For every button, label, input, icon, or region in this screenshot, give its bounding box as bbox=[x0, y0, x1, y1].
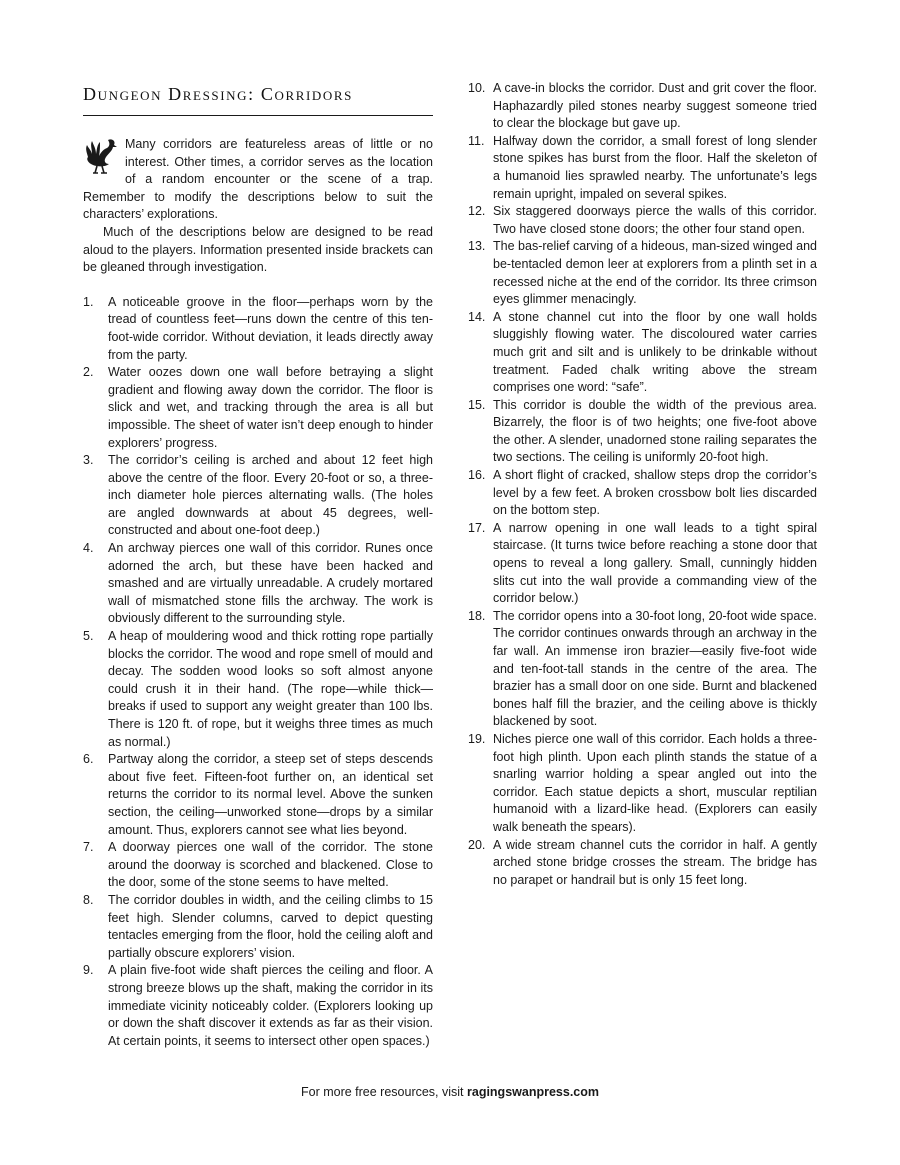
item-number: 15. bbox=[468, 397, 486, 412]
list-item bbox=[468, 608, 817, 731]
item-number: 16. bbox=[468, 468, 486, 483]
item-text: Six staggered doorways pierce the walls of this corridor. Two have closed stone doors; the other four stand open. bbox=[493, 204, 817, 236]
item-text: A noticeable groove in the floor—perhaps worn by the tread of countless feet—runs down the centre of this ten-foot-wide corridor. Without deviation, it leads directly away from the party. bbox=[108, 294, 433, 362]
item-number: 11. bbox=[468, 133, 485, 148]
list-item bbox=[468, 80, 817, 133]
item-number: 13. bbox=[468, 239, 486, 254]
item-number: 6. bbox=[83, 752, 94, 767]
list-item bbox=[83, 364, 433, 452]
item-text: A wide stream channel cuts the corridor in half. A gently arched stone bridge crosses the stream. The bridge has no parapet or handrail but is only 15 feet long. bbox=[493, 837, 817, 887]
list-item bbox=[468, 133, 817, 203]
item-text: A stone channel cut into the floor by one wall holds sluggishly flowing water. The discoloured water carries much grit and silt and is unlikely to be drinkable without treatment. Faded chalk writing above the stream comprises one word: “safe”. bbox=[493, 309, 817, 395]
item-number: 5. bbox=[83, 629, 94, 644]
item-text: A cave-in blocks the corridor. Dust and grit cover the floor. Haphazardly piled stones nearby suggest someone tried to clear the blockage but gave up. bbox=[493, 81, 817, 131]
item-number: 20. bbox=[468, 837, 486, 852]
list-item bbox=[468, 731, 817, 837]
list-item bbox=[83, 452, 433, 540]
list-item bbox=[468, 203, 817, 238]
item-number: 19. bbox=[468, 731, 486, 746]
intro-paragraph bbox=[83, 136, 433, 224]
item-number: 17. bbox=[468, 520, 486, 535]
item-text: An archway pierces one wall of this corridor. Runes once adorned the arch, but these have been hacked and smashed and are virtually unreadable. A crudely mortared wall of mismatched stone fills the archway. The work is obviously different to the surrounding style. bbox=[108, 541, 433, 626]
list-item bbox=[83, 962, 433, 1050]
list-item bbox=[83, 892, 433, 962]
list-item bbox=[83, 628, 433, 751]
item-number: 12. bbox=[468, 204, 486, 219]
item-number: 9. bbox=[83, 963, 94, 978]
item-text: The corridor opens into a 30-foot long, 20-foot wide space. The corridor continues onwards through an archway in the far wall. An immense iron brazier—easily five-foot wide and ten-foot-tall stands in the centre of the area. The brazier has a small door on one side. Burnt and blackened bones half fill the brazier, and the ceiling above is thickly blackened by soot. bbox=[493, 608, 817, 729]
item-number: 2. bbox=[83, 365, 94, 380]
list-item bbox=[83, 294, 433, 364]
footer-text: For more free resources, visit bbox=[300, 1085, 467, 1099]
list-item bbox=[468, 238, 817, 308]
list-item bbox=[83, 839, 433, 892]
item-number: 1. bbox=[83, 294, 94, 309]
item-text: This corridor is double the width of the previous area. Bizarrely, the floor is of two heights; one five-foot above the other. A slender, unadorned stone railing separates the two sections. The ceiling is uniformly 20-foot high. bbox=[493, 397, 817, 465]
item-number: 7. bbox=[83, 840, 94, 855]
item-text: A doorway pierces one wall of the corridor. The stone around the doorway is scorched and blackened. Close to the door, some of the stone seems to have melted. bbox=[108, 840, 433, 890]
intro bbox=[83, 136, 433, 277]
intro-paragraph-2: Much of the descriptions below are designed to be read aloud to the players. Information presented inside brackets can be gleaned through investigation. bbox=[83, 224, 433, 275]
item-number: 3. bbox=[83, 453, 94, 468]
item-text: The bas-relief carving of a hideous, man-sized winged and be-tentacled demon leer at explorers from a plinth set in a recessed niche at the end of the corridor. Its three crimson eyes glimmer menacingly. bbox=[493, 239, 817, 307]
entry-list-right bbox=[468, 80, 817, 889]
item-text: The corridor’s ceiling is arched and about 12 feet high above the centre of the floor. Every 20-foot or so, a three-inch diameter hole pierces alternating walls. (The holes are angled downwards at about 45 degrees, well-constructed and about one-foot deep.) bbox=[108, 453, 433, 538]
item-text: Partway along the corridor, a steep set of steps descends about five feet. Fifteen-foot further on, an identical set returns the corridor to its normal level. Above the sunken section, the ceiling—unworked stone—drops by a similar amount. Thus, explorers cannot see what lies beyond. bbox=[108, 752, 433, 837]
item-number: 10. bbox=[468, 81, 486, 95]
list-item bbox=[83, 540, 433, 628]
footer-link[interactable]: ragingswanpress.com bbox=[467, 1085, 599, 1099]
list-item bbox=[468, 397, 817, 467]
item-number: 4. bbox=[83, 541, 94, 556]
item-text: A heap of mouldering wood and thick rotting rope partially blocks the corridor. The wood and rope smell of mould and decay. The sodden wood looks so soft almost anyone could crush it in their hand. (The rope—while thick—breaks if used to support any weight greater than 100 lbs. There is 120 ft. of rope, but it weighs three times as much as normal.) bbox=[108, 629, 433, 749]
item-text: Water oozes down one wall before betraying a slight gradient and flowing away down the corridor. The floor is slick and wet, and tracking through the area is all but impossible. The sheet of water isn’t deep enough to hinder explorers’ progress. bbox=[108, 365, 433, 450]
entry-list-left bbox=[83, 294, 433, 1051]
item-text: The corridor doubles in width, and the ceiling climbs to 15 feet high. Slender columns, carved to depict questing tentacles emerging from the floor, hold the ceiling aloft and partially obscure explorers’ vision. bbox=[108, 892, 433, 960]
page-title: Dungeon Dressing: Corridors bbox=[83, 83, 433, 116]
item-number: 18. bbox=[468, 608, 486, 623]
list-item bbox=[468, 309, 817, 397]
item-text: A short flight of cracked, shallow steps drop the corridor’s level by a few feet. A broken crossbow bolt lies discarded on the bottom step. bbox=[493, 468, 817, 518]
item-number: 8. bbox=[83, 892, 94, 907]
list-item bbox=[468, 837, 817, 890]
right-column bbox=[468, 80, 817, 889]
left-column bbox=[83, 80, 433, 1050]
item-number: 14. bbox=[468, 309, 486, 324]
list-item bbox=[468, 467, 817, 520]
swan-icon bbox=[83, 136, 119, 176]
item-text: A narrow opening in one wall leads to a tight spiral staircase. (It turns twice before reaching a stone door that opens to reveal a long gallery. Small, cunningly hidden slits cut into the wall provide a commanding view of the corridor below.) bbox=[493, 520, 817, 606]
item-text: Halfway down the corridor, a small forest of long slender stone spikes has burst from the floor. Half the skeleton of a humanoid lies sprawled nearby. The unfortunate’s legs remain upright, impaled on several spikes. bbox=[493, 133, 817, 201]
list-item bbox=[83, 751, 433, 839]
item-text: A plain five-foot wide shaft pierces the ceiling and floor. A strong breeze blows up the shaft, making the corridor in its immediate vicinity noticeably colder. (Explorers looking up or down the shaft discover it extends as far as their vision. At certain points, it seems to intersect other open spaces.) bbox=[108, 963, 433, 1048]
intro-text-1: Many corridors are featureless areas of little or no interest. Other times, a corridor serves as the location of a random encounter or the scene of a trap. Remember to modify the descriptions below to suit the characters’ explorations. bbox=[83, 137, 433, 222]
item-text: Niches pierce one wall of this corridor. Each holds a three-foot high plinth. Upon each plinth stands the statue of a snarling warrior holding a spear angled out into the corridor. Each statue depicts a short, muscular reptilian humanoid with a lizard-like head. (Explorers can easily walk beneath the spears). bbox=[493, 731, 817, 834]
list-item bbox=[468, 520, 817, 608]
footer bbox=[0, 1085, 900, 1099]
